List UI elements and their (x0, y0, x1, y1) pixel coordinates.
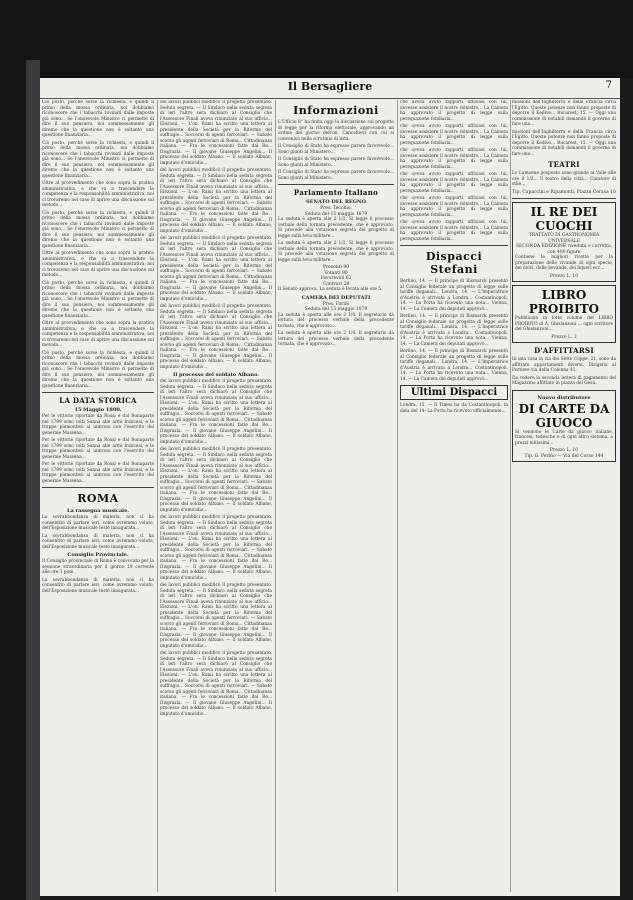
article-text: dei lavori pubblici modificò il progetto presentato. Seduta segreta. — Il Sindaco nella seduta segreta di ieri l'altro sera dichiarò al Consiglio che l'Assessore Finali aveva rinunziato al suo ufficio... Elezioni. — L'on. Rami ha scritto una lettera al presidente della Società per la Riforma del suffragio... Soccorsi di agenti ferroviari. — Sabato scorso gli agenti ferroviari di Roma... Cittadinanza italiana. — Fra le concessioni fatte dal Re... Disgrazia. — Il giovane Giuseppe Angelini... Il processo del soldato Albano. — Il soldato Albano, imputato d'omicidio... (160, 651, 272, 717)
article-text: Londra, 15. — Il Times ha da Costantinopoli, in data del 14: La Porta ha ricevuto ufficialmente... (400, 403, 508, 414)
article-text: Oltre al provvedimento che sono sopra la pratica amministrativa, e che va a trascendere la competenza e la responsabilità amministrativa, noi ci trovaremo nel caso di aprire una discussione sul metodo... (42, 251, 154, 278)
page-number: 7 (605, 80, 612, 91)
vote-row: Votanti 90 (324, 270, 348, 276)
article-text: Il Consiglio di Stato ha espresso parere favorevole... Sono giunti al Ministero... (278, 157, 394, 168)
subheading: Consiglio Provinciale. (67, 552, 129, 558)
article-text: Berlino, 14. — Il principe di Bismarck presentò al Consiglio federale un progetto di legge sulle tariffe doganali... Londra, 14. — L'Imperatrice d'Austria è arrivata a Londra... Costantinopoli, 14. — La Porta ha ricevuto una nota... Vienna, 14. — La Camera dei deputati approvò... (400, 314, 508, 347)
president-line: Pres. Farini (322, 301, 350, 307)
article-text: che aveva avuto rapporti ufficiosi con lui, dovesse assistere il nostro ministro... La Camera ha approvato il progetto di legge sulla perequazione fondiaria... (400, 220, 508, 242)
ad-title: IL RE DEI CUOCHI (530, 205, 598, 233)
article-text: che aveva avuto rapporti ufficiosi con lui, dovesse assistere il nostro ministro... La Camera ha approvato il progetto di legge sulla perequazione fondiaria... (400, 172, 508, 194)
article-text: dei lavori pubblici modificò il progetto presentato. Seduta segreta. — Il Sindaco nella seduta segreta di ieri l'altro sera dichiarò al Consiglio che l'Assessore Finali aveva rinunziato al suo ufficio... Elezioni. — L'on. Rami ha scritto una lettera al presidente della Società per la Riforma del suffragio... Soccorsi di agenti ferroviari. — Sabato scorso gli agenti ferroviari di Roma... Cittadinanza italiana. — Fra le concessioni fatte dal Re... Disgrazia. — Il giovane Giuseppe Angelini... Il processo del soldato Albano. — Il soldato Albano, imputato d'omicidio... (160, 168, 272, 234)
article-text: La seduta è aperta alle 2 1/2. Si legge il processo verbale della tornata precedente, che è approvato. Si procede alla votazione segreta del progetto di legge sulla leva militare... (278, 241, 394, 263)
divider (512, 198, 616, 199)
vote-row: Contrari 28 (322, 281, 350, 287)
article-text: Il Consiglio di Stato ha espresso parere favorevole... Sono giunti al Ministero... (278, 170, 394, 181)
article-text: La sovrabbondanza di materia, non ci ha consentito di parlare ieri, come avremmo voluto, dell'Esposizione musicale testè inaugurata... (42, 515, 154, 531)
article-text: dei lavori pubblici modificò il progetto presentato. Seduta segreta. — Il Sindaco nella seduta segreta di ieri l'altro sera dichiarò al Consiglio che l'Assessore Finali aveva rinunziato al suo ufficio... Elezioni. — L'on. Rami ha scritto una lettera al presidente della Società per la Riforma del suffragio... Soccorsi di agenti ferroviari. — Sabato scorso gli agenti ferroviari di Roma... Cittadinanza italiana. — Fra le concessioni fatte dal Re... Disgrazia. — Il giovane Giuseppe Angelini... Il processo del soldato Albano. — Il soldato Albano, imputato d'omicidio... (160, 583, 272, 649)
article-text: Ciò posto, perchè sorse la richiesta, e quindi il primo della mossa ordinata, noi dobbiamo riconoscere che i tabacchi rovinati dalle imposte già sono... Se l'onorevole Ministro ci permette di dire il suo pensiero, noi sommessamente gli diremo che la questione non è soltanto una questione finanziaria... (42, 280, 154, 319)
divider (278, 184, 394, 185)
ad-price: Prezzo L. 2 (551, 334, 577, 340)
column-4 (400, 100, 508, 892)
ad-text: Pubblicato in lotte volume del LIBRO PROIBITO di A. Ghislanzoni ... ogni scrittore del Ghislanzoni... (515, 316, 613, 332)
ad-text: Si vendono le Carte da giuoco italiane, francesi, tedesche e di ogni altro sistema, a prezzi mitissimi... (515, 429, 613, 446)
ad-text: Contiene le migliori ricette per la preparazione delle vivande di ogni specie, dei dolci, delle bevande, dei liquori ecc... (515, 255, 613, 271)
section-heading-data-storica: LA DATA STORICA (59, 396, 137, 405)
column-rule (510, 100, 511, 892)
column-1 (42, 100, 154, 892)
article-text: La seduta è aperta alle ore 2 1/4. Il segretario dà lettura del processo verbale della precedente tornata, che è approvato... (278, 312, 394, 329)
article-text: dei lavori pubblici modificò il progetto presentato. Seduta segreta. — Il Sindaco nella seduta segreta di ieri l'altro sera dichiarò al Consiglio che l'Assessore Finali aveva rinunziato al suo ufficio... Elezioni. — L'on. Rami ha scritto una lettera al presidente della Società per la Riforma del suffragio... Soccorsi di agenti ferroviari. — Sabato scorso gli agenti ferroviari di Roma... Cittadinanza italiana. — Fra le concessioni fatte dal Re... Disgrazia. — Il giovane Giuseppe Angelini... Il processo del soldato Albano. — Il soldato Albano, imputato d'omicidio... (160, 236, 272, 302)
column-rule (275, 100, 276, 892)
article-text: Per le vittorie riportate da Rossi e dal Bonaparte nel 1799 sono tolti Sanna alle armi francesi, e le truppe piemontesi si unirono con l'esercito del generale Massena... (42, 462, 154, 484)
column-rule (157, 100, 158, 892)
column-rule (397, 100, 398, 892)
article-text: L'Ufficio 8° ha finita oggi la discussione sul progetto di legge per la riforma elettorale, approvando un ordine del giorno dell'on. Cancellieri con cui si conveniva nella scrutinio di lista. (278, 120, 394, 142)
ad-text: In una casa in via dei Sette Coppe, 21, sono da affittare appartamenti diversi. Dirigersi al Portiere via della Colonna 41. (512, 357, 616, 373)
section-heading-dispacci-stefani: Dispacci Stefani (425, 250, 483, 276)
article-text: che aveva avuto rapporti ufficiosi con lui, dovesse assistere il nostro ministro... La Camera ha approvato il progetto di legge sulla perequazione fondiaria... (400, 124, 508, 146)
date-line: 15 Maggio 1800. (74, 407, 122, 413)
masthead-title: Il Bersagliere (287, 80, 373, 93)
section-heading-ultimi-dispacci: Ultimi Dispacci (400, 385, 508, 400)
article-text: dei lavori pubblici modificò il progetto presentato. Seduta segreta. — Il Sindaco nella seduta segreta di ieri l'altro sera dichiarò al Consiglio che l'Assessore Finali aveva rinunziato al suo ufficio... Elezioni. — L'on. Rami ha scritto una lettera al presidente della Società per la Riforma del suffragio... Soccorsi di agenti ferroviari. — Sabato scorso gli agenti ferroviari di Roma... Cittadinanza italiana. — Fra le concessioni fatte dal Re... Disgrazia. — Il giovane Giuseppe Angelini... Il processo del soldato Albano. — Il soldato Albano, imputato d'omicidio... (160, 304, 272, 370)
article-text: dei lavori pubblici modificò il progetto presentato. Seduta segreta. — Il Sindaco nella seduta segreta di ieri l'altro sera dichiarò al Consiglio che l'Assessore Finali aveva rinunziato al suo ufficio... Elezioni. — L'on. Rami ha scritto una lettera al presidente della Società per la Riforma del suffragio... Soccorsi di agenti ferroviari. — Sabato scorso gli agenti ferroviari di Roma... Cittadinanza italiana. — Fra le concessioni fatte dal Re... Disgrazia. — Il giovane Giuseppe Angelini... Il processo del soldato Albano. — Il soldato Albano, imputato d'omicidio... (160, 100, 272, 166)
vote-row: Presenti 90 (322, 265, 350, 270)
advertisement-carte-da-giuoco (512, 390, 616, 463)
advertisement-re-dei-cuochi (512, 202, 616, 282)
section-heading-parlamento: Parlamento Italiano (293, 188, 379, 197)
senate-heading: SENATO DEL REGNO (306, 199, 366, 205)
article-text: Ciò posto, perchè sorse la richiesta, e quindi il primo della mossa ordinata, noi dobbiamo riconoscere che i tabacchi rovinati dalle imposte già sono... Se l'onorevole Ministro ci permette di dire il suo pensiero, noi sommessamente gli diremo che la questione non è soltanto una questione finanziaria... (42, 100, 154, 138)
article-text: dei lavori pubblici modificò il progetto presentato. Seduta segreta. — Il Sindaco nella seduta segreta di ieri l'altro sera dichiarò al Consiglio che l'Assessore Finali aveva rinunziato al suo ufficio... Elezioni. — L'on. Rami ha scritto una lettera al presidente della Società per la Riforma del suffragio... Soccorsi di agenti ferroviari. — Sabato scorso gli agenti ferroviari di Roma... Cittadinanza italiana. — Fra le concessioni fatte dal Re... Disgrazia. — Il giovane Giuseppe Angelini... Il processo del soldato Albano. — Il soldato Albano, imputato d'omicidio... (160, 515, 272, 581)
article-text: Il Consiglio di Stato ha espresso parere favorevole... Sono giunti al Ministero... (278, 144, 394, 155)
vote-row: Favorevoli 62 (320, 276, 352, 281)
page-spine-edge (26, 60, 40, 900)
article-text: Berlino, 14. — Il principe di Bismarck presentò al Consiglio federale un progetto di legge sulle tariffe doganali... Londra, 14. — L'Imperatrice d'Austria è arrivata a Londra... Costantinopoli, 14. — La Porta ha ricevuto una nota... Vienna, 14. — La Camera dei deputati approvò... (400, 349, 508, 382)
section-heading-roma: ROMA (77, 492, 119, 505)
article-text: dei lavori pubblici modificò il progetto presentato. Seduta segreta. — Il Sindaco nella seduta segreta di ieri l'altro sera dichiarò al Consiglio che l'Assessore Finali aveva rinunziato al suo ufficio... Elezioni. — L'on. Rami ha scritto una lettera al presidente della Società per la Riforma del suffragio... Soccorsi di agenti ferroviari. — Sabato scorso gli agenti ferroviari di Roma... Cittadinanza italiana. — Fra le concessioni fatte dal Re... Disgrazia. — Il giovane Giuseppe Angelini... Il processo del soldato Albano. — Il soldato Albano, imputato d'omicidio... (160, 379, 272, 445)
article-text: che aveva avuto rapporti ufficiosi con lui, dovesse assistere il nostro ministro... La Camera ha approvato il progetto di legge sulla perequazione fondiaria... (400, 196, 508, 218)
divider (42, 487, 154, 488)
ad-heading-affittarsi: D'AFFITTARSI (534, 346, 594, 355)
article-text: La seduta è aperta alle ore 2 1/4. Il segretario dà lettura del processo verbale della precedente tornata, che è approvato... (278, 331, 394, 347)
session-date: Seduta del 15 maggio 1879 (304, 307, 368, 312)
section-heading-informazioni: Informazioni (293, 104, 379, 117)
article-text: Il Consiglio provinciale di Roma è convocato per la sessione straordinaria per il giorno 19 corrente alle ore 1 pom. (42, 559, 154, 575)
session-date: Seduta del 15 maggio 1879 (304, 211, 368, 217)
divider (42, 392, 154, 393)
ad-text: Da cedere la seconda lettera di pagamento del Magazzino affittato in piazza del Gesù. (512, 375, 616, 386)
article-text: La sovrabbondanza di materia, non ci ha consentito di parlare ieri, come avremmo voluto, dell'Esposizione musicale testè inaugurata... (42, 533, 154, 550)
column-5 (512, 100, 616, 892)
subheading: Il processo del soldato Albano. (172, 372, 259, 378)
divider (400, 245, 508, 246)
newspaper-page (40, 78, 620, 896)
article-text: missioni dell'Inghilterra e della Francia circa l'Egitto. Queste potenze non fanno proposte di deporre il Kedive... Bucarest, 15. — Oggi una commissione di notabili domandò il governo di fare una... (512, 100, 616, 127)
article-text: Il Senato approva. La seduta è levata alle ore 5. (278, 287, 383, 292)
article-text: Berlino, 14. — Il principe di Bismarck presentò al Consiglio federale un progetto di legge sulle tariffe doganali... Londra, 14. — L'Imperatrice d'Austria è arrivata a Londra... Costantinopoli, 14. — La Porta ha ricevuto una nota... Vienna, 14. — La Camera dei deputati approvò... (400, 279, 508, 312)
footer-imprint: Tip. G. Perino — Via del Corso 144 (524, 453, 604, 459)
subheading: La rassegna musicale. (66, 508, 130, 514)
section-heading-teatri: TEATRI (548, 160, 580, 169)
article-text: Oltre al provvedimento che sono sopra la pratica amministrativa, e che va a trascendere la competenza e la responsabilità amministrativa, noi ci trovaremo nel caso di aprire una discussione sul metodo... (42, 181, 154, 208)
president-line: Pres. Tecchio. (320, 206, 352, 211)
ad-heading: Nuovo distributore (537, 394, 591, 401)
article-text: dei lavori pubblici modificò il progetto presentato. Seduta segreta. — Il Sindaco nella seduta segreta di ieri l'altro sera dichiarò al Consiglio che l'Assessore Finali aveva rinunziato al suo ufficio... Elezioni. — L'on. Rami ha scritto una lettera al presidente della Società per la Riforma del suffragio... Soccorsi di agenti ferroviari. — Sabato scorso gli agenti ferroviari di Roma... Cittadinanza italiana. — Fra le concessioni fatte dal Re... Disgrazia. — Il giovane Giuseppe Angelini... Il processo del soldato Albano. — Il soldato Albano, imputato d'omicidio... (160, 447, 272, 513)
article-text: La seduta è aperta alle 2 1/2. Si legge il processo verbale della tornata precedente, che è approvato. Si procede alla votazione segreta del progetto di legge sulla leva militare... (278, 217, 394, 239)
ad-note: SECONDA EDIZIONE riveduta e corretta, con 400 figure (515, 244, 613, 255)
article-text: Lo Lamoene posposto sono grande al Valle alle ore 8 1/2... Il teatro della città... Caratore di stile... (512, 171, 616, 187)
chamber-heading: CAMERA DEI DEPUTATI (301, 294, 371, 301)
advertisement-libro-proibito (512, 285, 616, 343)
printer-line: Tip. Capaccini e Ripamonti, Piazza Cerasa 10 (512, 189, 616, 195)
ad-subtitle: TRATTATO DI GASTRONOMIA UNIVERSALE (528, 233, 600, 244)
article-text: Ciò posto, perchè sorse la richiesta, e quindi il primo della mossa ordinata, noi dobbiamo riconoscere che i tabacchi rovinati dalle imposte già sono... Se l'onorevole Ministro ci permette di dire il suo pensiero, noi sommessamente gli diremo che la questione non è soltanto una questione finanziaria... (42, 210, 154, 249)
article-text: che aveva avuto rapporti ufficiosi con lui, dovesse assistere il nostro ministro... La Camera ha approvato il progetto di legge sulla perequazione fondiaria... (400, 100, 508, 122)
ad-price: Prezzo L. 10 (549, 273, 579, 279)
article-text: Ciò posto, perchè sorse la richiesta, e quindi il primo della mossa ordinata, noi dobbiamo riconoscere che i tabacchi rovinati dalle imposte già sono... Se l'onorevole Ministro ci permette di dire il suo pensiero, noi sommessamente gli diremo che la questione non è soltanto una questione finanziaria... (42, 350, 154, 389)
ad-title: DI CARTE DA GIUOCO (518, 401, 610, 430)
column-2 (160, 100, 272, 892)
article-text: Oltre al provvedimento che sono sopra la pratica amministrativa, e che va a trascendere la competenza e la responsabilità amministrativa, noi ci trovaremo nel caso di aprire una discussione sul metodo... (42, 321, 154, 348)
ad-price: Prezzo L. 10 (549, 448, 579, 453)
article-text: Per le vittorie riportate da Rossi e dal Bonaparte nel 1799 sono tolti Sanna alle armi francesi, e le truppe piemontesi si unirono con l'esercito del generale Massena... (42, 414, 154, 436)
scan-top-border (0, 0, 633, 78)
ad-title: LIBRO PROIBITO (528, 288, 600, 316)
article-text: Per le vittorie riportate da Rossi e dal Bonaparte nel 1799 sono tolti Sanna alle armi francesi, e le truppe piemontesi si unirono con l'esercito del generale Massena... (42, 438, 154, 460)
article-text: Ciò posto, perchè sorse la richiesta, e quindi il primo della mossa ordinata, noi dobbiamo riconoscere che i tabacchi rovinati dalle imposte già sono... Se l'onorevole Ministro ci permette di dire il suo pensiero, noi sommessamente gli diremo che la questione non è soltanto una questione finanziaria... (42, 140, 154, 179)
article-text: missioni dell'Inghilterra e della Francia circa l'Egitto. Queste potenze non fanno proposte di deporre il Kedive... Bucarest, 15. — Oggi una commissione di notabili domandò il governo di fare una... (512, 129, 616, 157)
column-3 (278, 100, 394, 892)
article-text: La sovrabbondanza di materia, non ci ha consentito di parlare ieri, come avremmo voluto, dell'Esposizione musicale testè inaugurata... (42, 577, 154, 594)
page-header (40, 78, 620, 99)
article-text: che aveva avuto rapporti ufficiosi con lui, dovesse assistere il nostro ministro... La Camera ha approvato il progetto di legge sulla perequazione fondiaria... (400, 148, 508, 170)
